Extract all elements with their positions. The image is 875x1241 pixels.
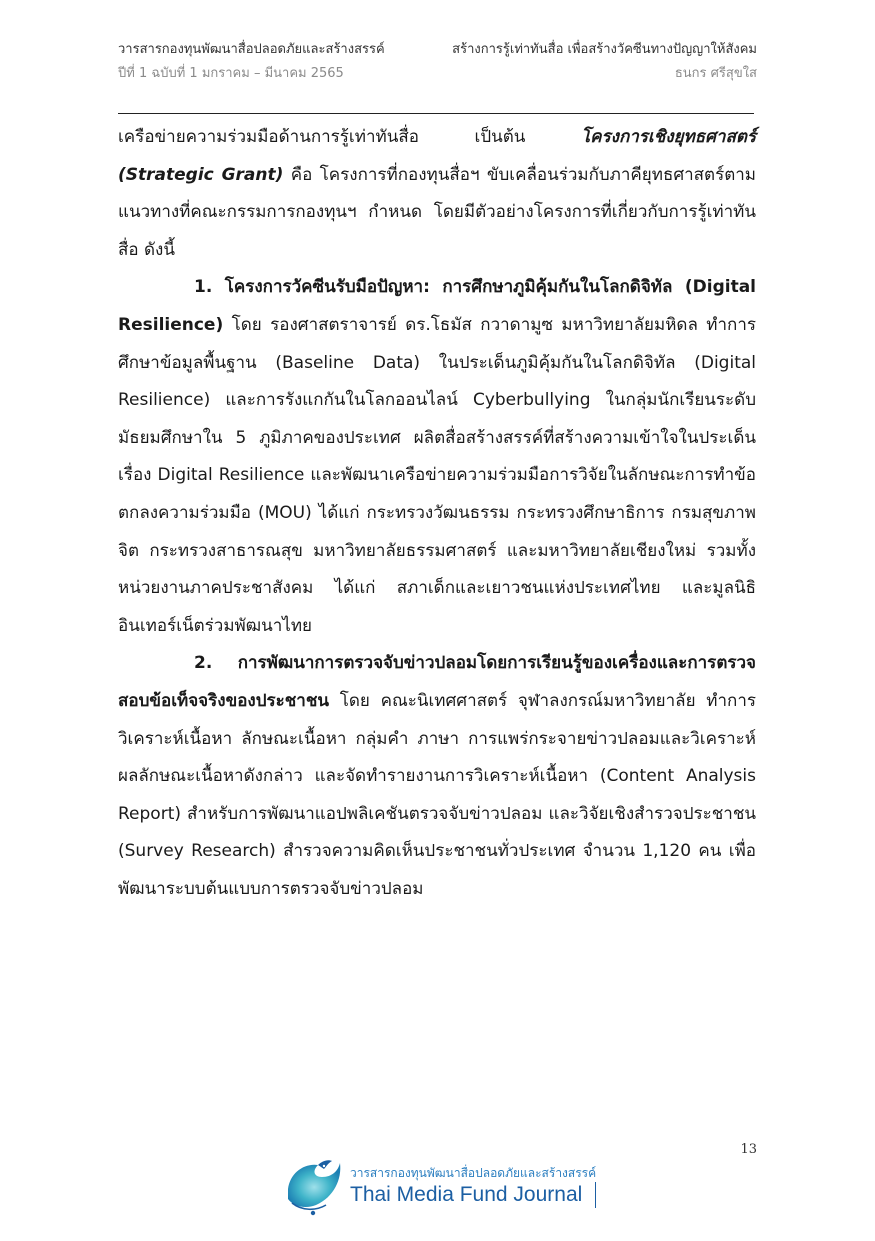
page-number: 13 [740,1142,757,1157]
article-title: สร้างการรู้เท่าทันสื่อ เพื่อสร้างวัคซีนทางปัญญาให้สังคม [452,42,757,57]
item-2-paragraph [118,645,756,908]
logo-english-name: Thai Media Fund Journal [350,1182,596,1208]
author-name: ธนกร ศรีสุขใส [674,66,757,81]
logo-thai-name: วารสารกองทุนพัฒนาสื่อปลอดภัยและสร้างสรรค์ [350,1166,597,1180]
intro-paragraph [118,119,756,269]
logo-text [350,1164,596,1208]
running-header [118,38,757,88]
header-divider [118,113,754,114]
intro-rest: คือ โครงการที่กองทุนสื่อฯ ขับเคลื่อนร่วมกับภาคียุทธศาสตร์ตามแนวทางที่คณะกรรมการกองทุนฯ กำหนด โดยมีตัวอย่างโครงการที่เกี่ยวกับการรู้เท่าทันสื่อ ดังนี้ [118,164,756,260]
journal-name: วารสารกองทุนพัฒนาสื่อปลอดภัยและสร้างสรรค์ [118,42,385,57]
journal-logo [282,1150,602,1222]
header-top-row [118,38,757,62]
issue-info: ปีที่ 1 ฉบับที่ 1 มกราคม – มีนาคม 2565 [118,66,344,81]
item-2-text: โดย คณะนิเทศศาสตร์ จุฬาลงกรณ์มหาวิทยาลัย ทำการวิเคราะห์เนื้อหา ลักษณะเนื้อหา กลุ่มคำ ภาษา การแพร่กระจายข่าวปลอมและวิเคราะห์ผลลักษณะเนื้อหาดังกล่าว และจัดทำรายงานการวิเคราะห์เนื้อหา (Content Analysis Report) สำหรับการพัฒนาแอปพลิเคชันตรวจจับข่าวปลอม และวิจัยเชิงสำรวจประชาชน (Survey Research) สำรวจความคิดเห็นประชาชนทั่วประเทศ จำนวน 1,120 คน เพื่อพัฒนาระบบต้นแบบการตรวจจับข่าวปลอม [118,690,756,899]
item-1-title: 1. โครงการวัคซีนรับมือปัญหา: การศึกษาภูมิคุ้มกันในโลกดิจิทัล (Digital Resilience) [118,277,756,335]
intro-emphasis: โครงการเชิงยุทธศาสตร์ (Strategic Grant) [118,127,756,185]
item-2-title: 2. การพัฒนาการตรวจจับข่าวปลอมโดยการเรียนรู้ของเครื่องและการตรวจสอบข้อเท็จจริงของประชาชน [118,653,756,711]
header-bottom-row [118,62,757,86]
intro-text: เครือข่ายความร่วมมือด้านการรู้เท่าทันสื่อ เป็นต้น [118,127,582,147]
item-1-paragraph [118,269,756,645]
article-body [118,119,756,908]
item-1-text: โดย รองศาสตราจารย์ ดร.โธมัส กวาดามูซ มหาวิทยาลัยมหิดล ทำการศึกษาข้อมูลพื้นฐาน (Baseline Data) ในประเด็นภูมิคุ้มกันในโลกดิจิทัล (Digital Resilience) และการรังแกกันในโลกออนไลน์ Cyberbullying ในกลุ่มนักเรียนระดับมัธยมศึกษาใน 5 ภูมิภาคของประเทศ ผลิตสื่อสร้างสรรค์ที่สร้างความเข้าใจในประเด็นเรื่อง Digital Resilience และพัฒนาเครือข่ายความร่วมมือการวิจัยในลักษณะการทำข้อตกลงความร่วมมือ (MOU) ได้แก่ กระทรวงวัฒนธรรม กระทรวงศึกษาธิการ กรมสุขภาพจิต กระทรวงสาธารณสุข มหาวิทยาลัยธรรมศาสตร์ และมหาวิทยาลัยเชียงใหม่ รวมทั้งหน่วยงานภาคประชาสังคม ได้แก่ สภาเด็กและเยาวชนแห่งประเทศไทย และมูลนิธิอินเทอร์เน็ตร่วมพัฒนาไทย [118,314,756,636]
dove-logo-icon [282,1153,344,1219]
